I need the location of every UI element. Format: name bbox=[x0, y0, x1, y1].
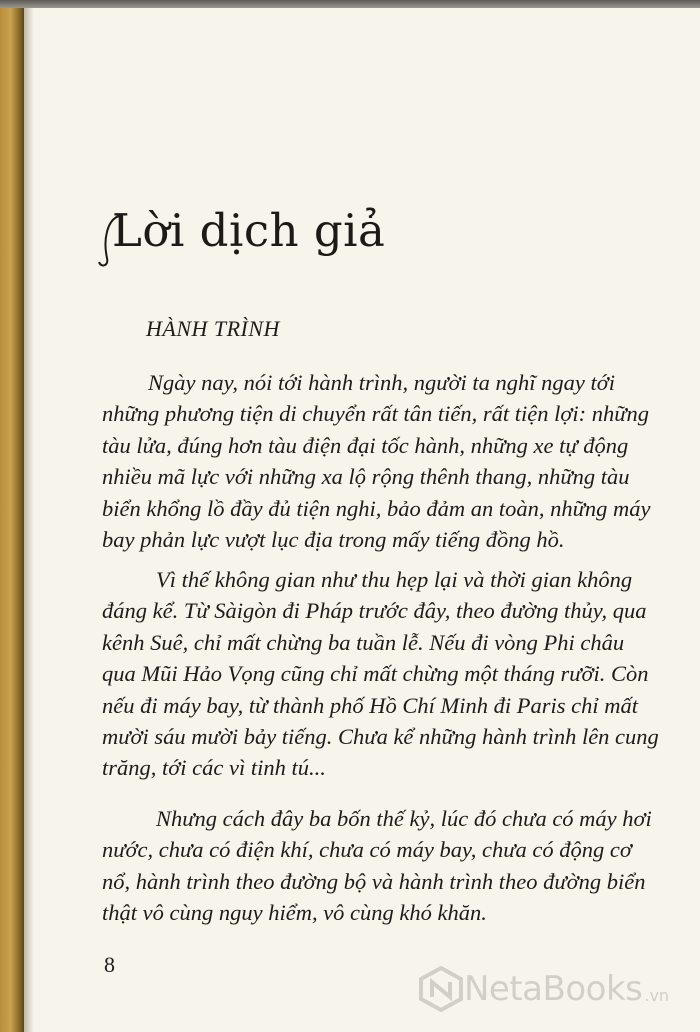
text-line: Nhưng cách đây ba bốn thế kỷ, lúc đó chưa có máy hơi bbox=[156, 806, 652, 831]
section-subheading: HÀNH TRÌNH bbox=[146, 316, 280, 341]
paragraph-2 bbox=[102, 564, 659, 784]
text-line: nổ, hành trình theo đường bộ và hành trình theo đường biển bbox=[102, 868, 646, 894]
page-heading: Lời dịch giả bbox=[112, 204, 386, 257]
watermark-text: NetaBooks bbox=[464, 969, 643, 1009]
page-number: 8 bbox=[104, 952, 115, 977]
text-line: Ngày nay, nói tới hành trình, người ta nghĩ ngay tới bbox=[148, 370, 616, 395]
text-line: nhiều mã lực với những xa lộ rộng thênh thang, những tàu bbox=[102, 464, 630, 490]
watermark bbox=[418, 966, 669, 1012]
paragraph-3 bbox=[102, 803, 652, 929]
text-line: Vì thế không gian như thu hẹp lại và thời gian không bbox=[156, 567, 633, 592]
book-spine bbox=[0, 0, 24, 1032]
text-line: nếu đi máy bay, từ thành phố Hồ Chí Minh đi Paris chỉ mất bbox=[102, 692, 638, 718]
paragraph-1 bbox=[102, 367, 650, 555]
netabooks-logo-icon bbox=[418, 966, 464, 1012]
watermark-suffix: .vn bbox=[644, 985, 670, 1005]
text-line: mười sáu mười bảy tiếng. Chưa kể những hành trình lên cung bbox=[102, 724, 659, 750]
page-top-edge bbox=[0, 0, 700, 8]
text-line: những phương tiện di chuyển rất tân tiến, rất tiện lợi: những bbox=[102, 401, 650, 427]
text-line: nước, chưa có điện khí, chưa có máy bay, chưa có động cơ bbox=[102, 837, 632, 863]
text-line: đáng kể. Từ Sàigòn đi Pháp trước đây, theo đường thủy, qua bbox=[102, 598, 647, 624]
text-line: kênh Suê, chỉ mất chừng ba tuần lễ. Nếu đi vòng Phi châu bbox=[102, 629, 625, 655]
text-line: tàu lửa, đúng hơn tàu điện đại tốc hành, những xe tự động bbox=[102, 432, 629, 458]
text-line: trăng, tới các vì tinh tú... bbox=[102, 755, 326, 781]
spine-shadow bbox=[24, 0, 34, 1032]
text-line: biển khổng lồ đầy đủ tiện nghi, bảo đảm an toàn, những máy bbox=[102, 495, 651, 521]
text-line: bay phản lực vượt lục địa trong mấy tiếng đồng hồ. bbox=[102, 527, 565, 553]
text-line: qua Mũi Hảo Vọng cũng chỉ mất chừng một tháng rưỡi. Còn bbox=[102, 661, 649, 687]
text-line: thật vô cùng nguy hiểm, vô cùng khó khăn. bbox=[102, 900, 487, 926]
